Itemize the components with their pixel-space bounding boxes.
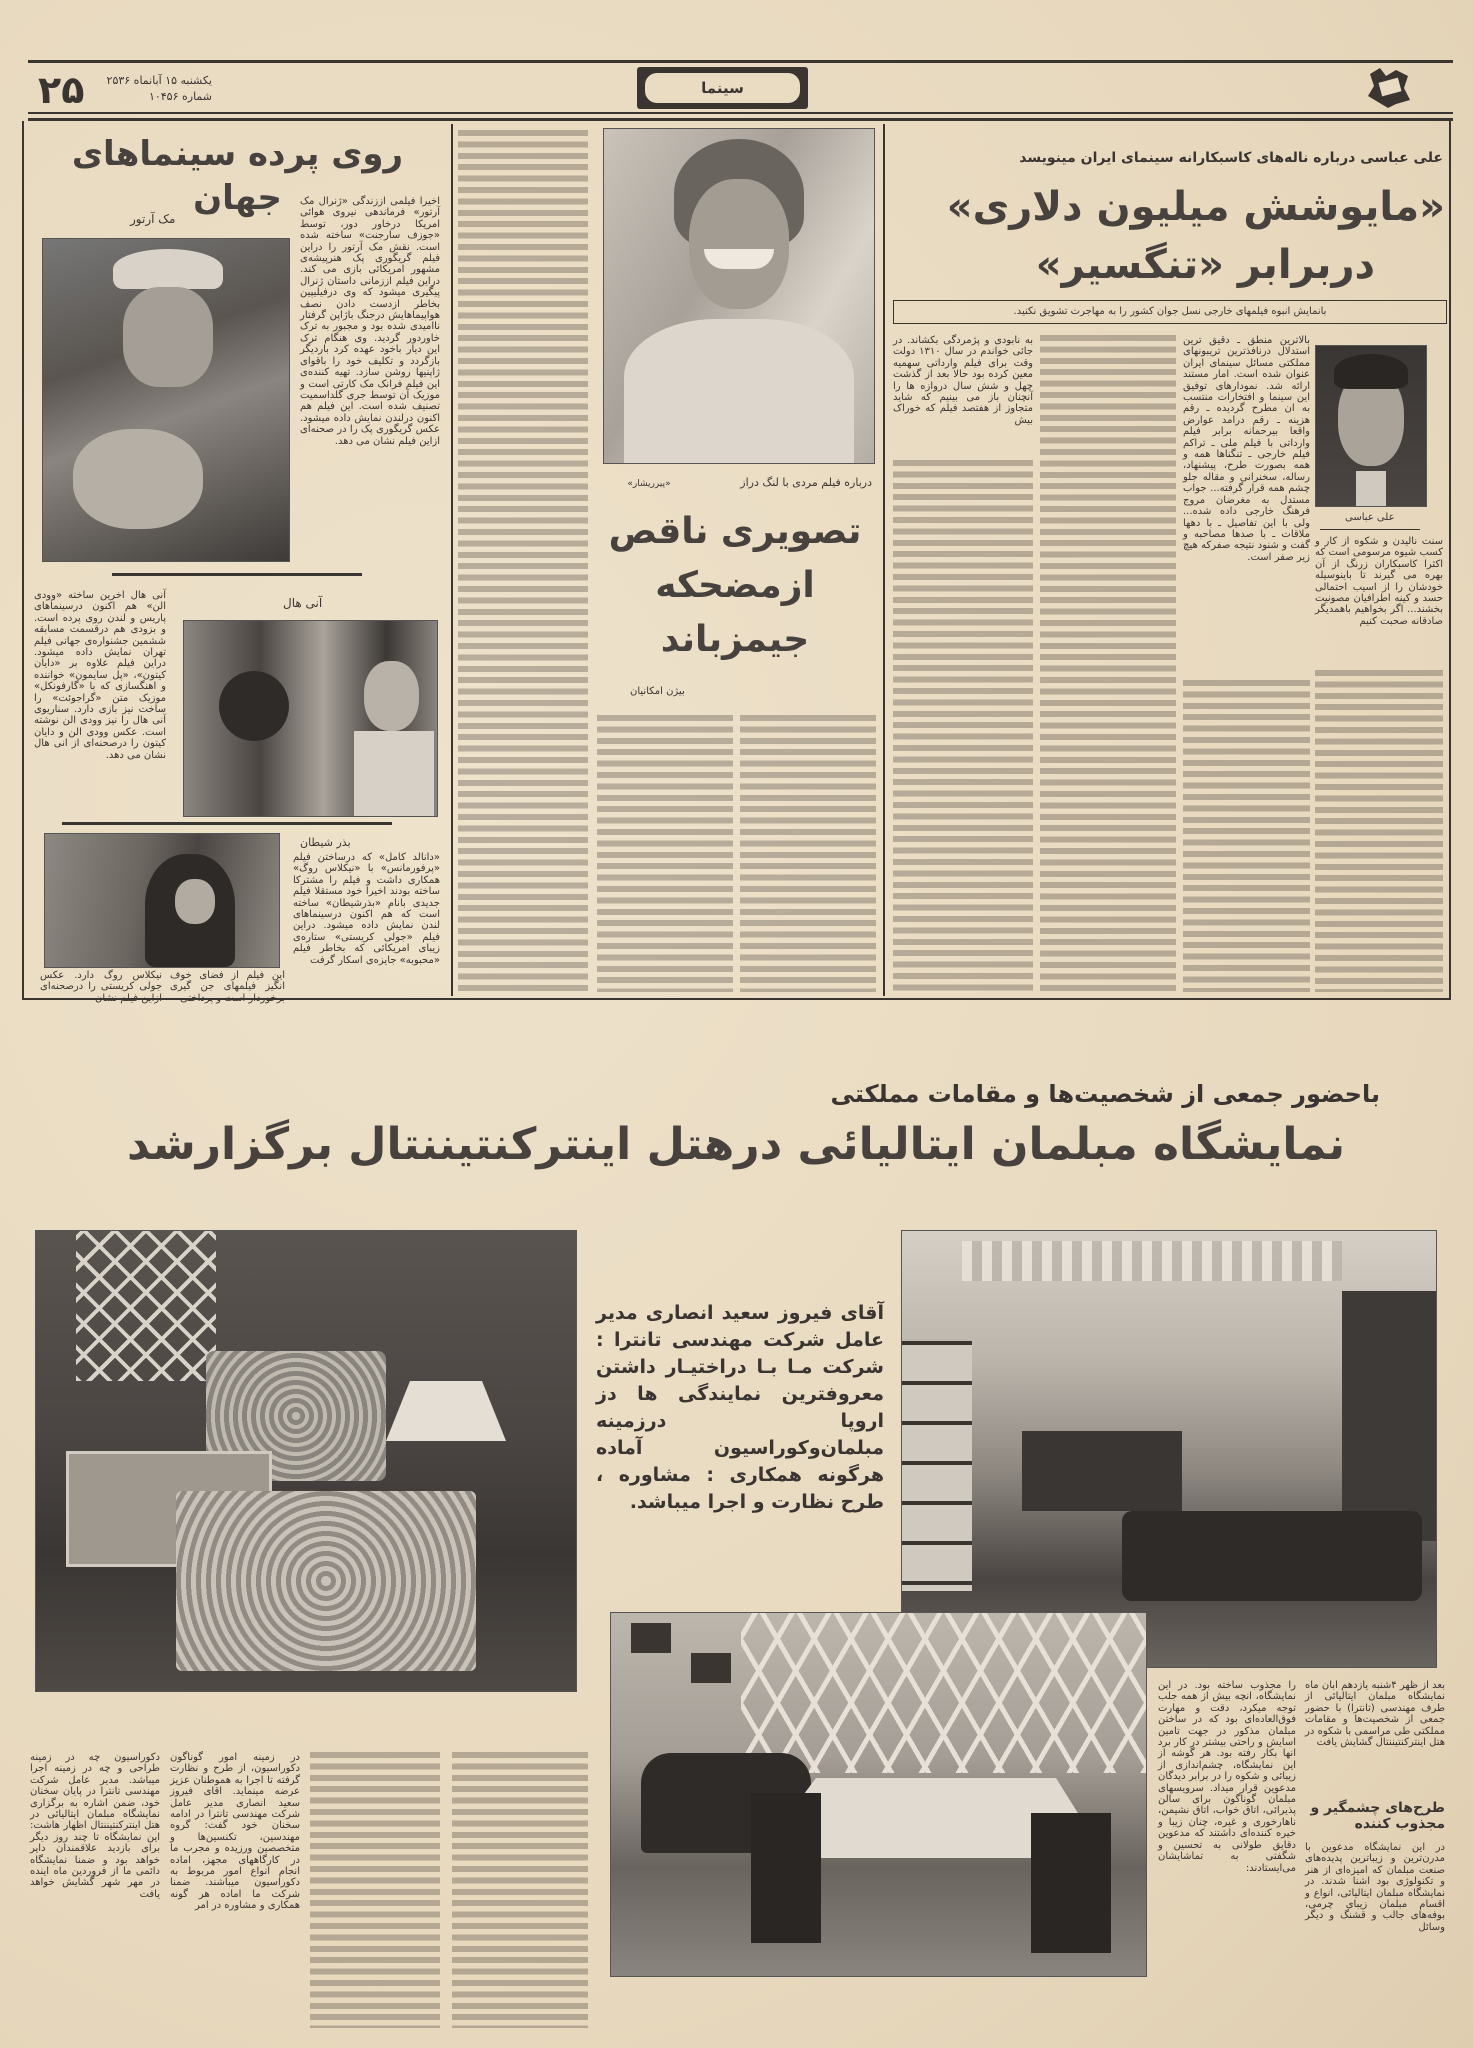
top-rule <box>28 60 1453 63</box>
issue-line: شماره ۱۰۴۵۶ <box>148 90 212 103</box>
devils-seed-text-3: نیکلاس روگ دارد. عکس جولی کریستی را درصحنه‌ای ازاین فیلم نشان <box>40 970 162 1004</box>
story-divider <box>112 573 362 576</box>
bond-byline: بیژن امکانیان <box>630 686 685 697</box>
furniture-subheading: طرح‌های چشمگیر و مجذوب کننده <box>1310 1800 1445 1832</box>
devils-seed-text: «دانالد کامل» که درساختن فیلم «پرفورمانس» با «نیکلاس روگ» همکاری داشت و فیلم را مشترکا ساخته بودند اخیرا خود مستقلا فیلم جدیدی بانام «بذرشیطان» ساخته است که هم اکنون درسینماهای لندن نمایش داده میشود. دراین فیلم «جولی کریستی» ستاره‌ی زیبای امریکائی که بخاطر فیلم «محبوبه» جایزه‌ی اسکار گرفت <box>293 852 440 966</box>
article-text-column <box>458 130 588 992</box>
pierre-richard-photo <box>603 128 875 464</box>
article-text-column <box>740 715 876 992</box>
tantra-ad-box-text: آقای فیروز سعید انصاری مدیر عامل شرکت مهندسی تانترا : شرکت مـا بـا دراختیـار داشتن معروفترین نمایندگی ها دز اروپا درزمینه مبلمان‌وکوراسیون آماده هرگونه همکاری : مشاوره ، طرح نظارت و اجرا میباشد. <box>596 1302 884 1513</box>
article-text-column <box>310 1752 440 2028</box>
macarthur-text: اخیرا فیلمی اززندگی «ژنرال مک آرتور» فرماندهی نیروی هوائی امریکا درخاور دور، توسط «جوزف سارجنت» ساخته شده است. نقش مک آرتور را دراین فیلم گریگوری پک هنرپیشه‌ی مشهور امریکائی بازی می کند. دراین فیلم اززمانی داستان ژنرال پیگیری میشود که وی درفیلیپین بخاطر ازدست دادن نصف هواپیماهایش درجنگ باژاپن گرفتار ناامیدی شده بود و مجبور به ترک خاوردور گردید. وی هنگام ترک این دیار باخود عهده کرد باردیگر بازگردد و تکلیف خود را باقوای ژاپنیها روشن سازد. تهیه کننده‌ی این فیلم فرانک مک کارتی است و موزیک آن توسط جری گلداسمیت تصنیف شده است. این فیلم هم اکنون درلندن نمایش داده میشود. عکس گریگوری پک را در صحنه‌ای ازاین فیلم نشان می دهد. <box>300 196 440 447</box>
caption-rule <box>1320 529 1420 530</box>
abbasi-headline-line-2: دربرابر «تنگسیر» <box>1035 242 1375 288</box>
macarthur-caption: مک آرتور <box>130 212 176 226</box>
furniture-col2-text: را مجذوب ساخته بود. در این نمایشگاه، انچه بیش از همه جلب توجه میکرد، دقت و مهارت فوق‌العاده‌ای بود که در ساختن مبلمان مذکور در جهت تامین اسایش و راحتی بیشتر در کار برد انها بکار رفته بود. هر گوشه از این نمایشگاه، چشم‌اندازی از زیبائی و شکوه را در برابر دیدگان مدعوین قرار میداد. سرویسهای مبلمان گوناگون برای سالن پذیرائی، اتاق خواب، اتاق نشیمن، ناهارخوری و غیره، چنان زیبا و خیره کننده‌ای داشتند که مدعوین دقایق طولانی به تحسین و شگفتی به تماشایشان می‌ایستادند: <box>1158 1680 1296 1874</box>
article-text-column <box>1183 680 1310 992</box>
furniture-photo-showroom <box>901 1230 1437 1668</box>
macarthur-photo <box>42 238 290 562</box>
bond-headline <box>600 505 870 667</box>
ali-abbasi-photo <box>1315 345 1427 507</box>
section-label-box <box>637 67 808 109</box>
bond-headline-line-2: ازمضحکه <box>655 565 815 606</box>
abbasi-headline-line-1: «مایوشش میلیون دلاری» <box>946 184 1445 230</box>
abbasi-column-text: بالاترین منطق ـ دقیق ترین استدلال درنافذترین تریبونهای مملکتی مسائل سینمای ایران عنوان شده است. امار مستند ارائه شد. نمودارهای توفیق این سینما و افتخارات منتسب به ان مطرح گردیده ـ رقم هزینه ـ رقم درامد عوارض واقعا بیرحمانه برابر فیلم وارداتی با فیلم ملی ـ تراکم فیلم خارجی ـ تنگناها همه و همه بصورت طرح، پیشنهاد، رساله، سخنرانی و مقاله جلو چشم همه قرار گرفته... جواب مستدل به مغرضان مروج فرهنگ خارجی داده شده... ولی با این تفاصیل ـ با دهها ملاقات ـ با صدها مصاحبه و گفت و شنود نتیجه صفرکه هیچ زیر صفر است. <box>1183 335 1310 563</box>
date-line: یکشنبه ۱۵ آبانماه ۲۵۳۶ <box>106 74 212 87</box>
abbasi-headline <box>893 178 1445 294</box>
world-cinema-headline: روی پرده سینماهای جهان <box>71 134 404 218</box>
article-text-column <box>597 715 733 992</box>
furniture-photo-dining <box>610 1612 1147 1977</box>
furniture-col-b-text: در زمینه امور گوناگون دکوراسیون، از طرح و نظارت گرفته تا اجرا به هموطنان عزیز عرضه مینماید. اقای فیروز سعید انصاری مدیر عامل شرکت مهندسی تانترا در ادامه سخنان خود گفت: گروه مهندسین، تکنسین‌ها و متخصصین ورزیده و مجرب ما در کارگاههای مجهز، اماده انجام انواع امور مربوط به دکوراسیون میباشند. ضمنا شرکت ما اماده هر گونه همکاری و مشاوره در امر <box>170 1752 300 1912</box>
abbasi-deck-box: بانمایش انبوه فیلمهای خارجی نسل جوان کشور را به مهاجرت تشویق نکنید. <box>893 300 1447 324</box>
article-text-column <box>452 1752 588 2028</box>
furniture-col1-text: بعد از ظهر ۴شنبه یازدهم ابان ماه نمایشگاه مبلمان ایتالیائی از طرف مهندسی (تانترا) با حضور جمعی از شخصیت‌ها و مقامات مملکتی طی مراسمی با شکوه در هتل اینترکنتیننتال گشایش یافت <box>1305 1680 1445 1749</box>
furniture-photo-sofa <box>35 1230 577 1692</box>
abbasi-intro-text: به نابودی و پژمردگی بکشاند. در جائی خواندم در سال ۱۳۱۰ دولت وقت برای فیلم وارداتی سهمیه معین کرده بود حالا بعد از گذشت چهل و شش سال دروازه ها را آنچنان باز می بینیم که شاید متجاوز از هفتصد فیلم که خوراک بیش <box>893 335 1034 426</box>
article-text-column <box>1040 335 1176 992</box>
furniture-col1b-text: در این نمایشگاه مدعوین با مدرن‌ترین و زیباترین پدیده‌های صنعت مبلمان که امیزه‌ای از هنر و تکنولوژی بود اشنا شدند. در نمایشگاه مبلمان ایتالیائی، انواع و اقسام مبلمان زیبای چرمی، بوفه‌های جالب و قشنگ و دیگر وسائل <box>1305 1842 1445 1933</box>
furniture-headline: نمایشگاه مبلمان ایتالیائی درهتل اینترکنتیننتال برگزارشد <box>127 1119 1345 1170</box>
furniture-col-a-text: دکوراسیون چه در زمینه طراحی و چه در زمینه اجرا میباشد. مدیر عامل شرکت مهندسی تانترا در پایان سخنان خود، ضمن اشاره به برگزاری نمایشگاه مبلمان ایتالیائی در هتل اینترکنتیننتال اظهار هاشت: این نمایشگاه تا چند روز دیگر برای بازدید علاقمندان دایر خواهد بود و ضمنا نمایشگاه دائمی ما از فروردین ماه اینده در مهر شهر گشایش خواهد یافت <box>30 1752 160 1900</box>
bond-photo-caption: درباره فیلم مردی با لنگ دراز <box>740 476 872 489</box>
story-divider <box>62 822 392 825</box>
bond-headline-line-1: تصویری ناقص <box>608 511 862 552</box>
bond-photo-name: «پیرریشار» <box>627 479 671 489</box>
devils-seed-photo <box>44 833 280 968</box>
article-text-column <box>893 460 1033 992</box>
devils-seed-text-2: این فیلم از فضای خوف انگیز فیلمهای جن گیری برخوردار است و پرداختی <box>170 970 285 1004</box>
header-rule <box>28 112 1453 114</box>
abbasi-photo-column-text: سنت نالیدن و شکوه از کار و کسب شیوه مرسومی است که اکثرا کاسبکاران زرنگ از آن بهره می گیرند تا باینوسیله خودشان را از اسیب احتمالی حسد و کینه اطرافیان مصونیت بخشند... اگر بخواهیم باهمدیگر صادقانه صحبت کنیم <box>1315 536 1443 627</box>
column-divider <box>451 124 453 996</box>
annie-hall-text: آنی هال اخرین ساخته «وودی الن» هم اکنون درسینماهای پاریس و لندن روی پرده است. و بزودی هم درقسمت مسابقه ششمین جشنواره‌ی جهانی فیلم تهران نمایش داده میشود. دراین فیلم علاوه بر «دایان کیتون»، «پل سایمون» خواننده و اهنگسازی که با «گارفونکل» موزیک متن «گراجوئت» را ساخت نیز بازی دارد. سناریوی آنی هال را نیز وودی الن نوشته است. عکس وودی الن و دایان کیتون را درصحنه‌ای از انی هال نشان می دهد. <box>34 590 166 761</box>
page-number: ۲۵ <box>38 68 85 112</box>
ali-abbasi-caption: علی عباسی <box>1345 512 1395 523</box>
article-text-column <box>1315 670 1443 992</box>
annie-hall-photo <box>183 620 438 817</box>
column-divider <box>883 124 885 996</box>
bond-headline-line-3: جیمزباند <box>660 619 810 660</box>
section-label: سینما <box>645 73 800 103</box>
annie-hall-caption: آنی هال <box>283 596 323 610</box>
newspaper-logo <box>1366 66 1412 110</box>
devils-seed-caption: بذر شیطان <box>300 836 351 849</box>
furniture-kicker: باحضور جمعی از شخصیت‌ها و مقامات مملکتی <box>830 1080 1380 1108</box>
abbasi-kicker: علی عباسی درباره ناله‌های کاسبکارانه سینمای ایران مینویسد <box>1019 150 1443 166</box>
